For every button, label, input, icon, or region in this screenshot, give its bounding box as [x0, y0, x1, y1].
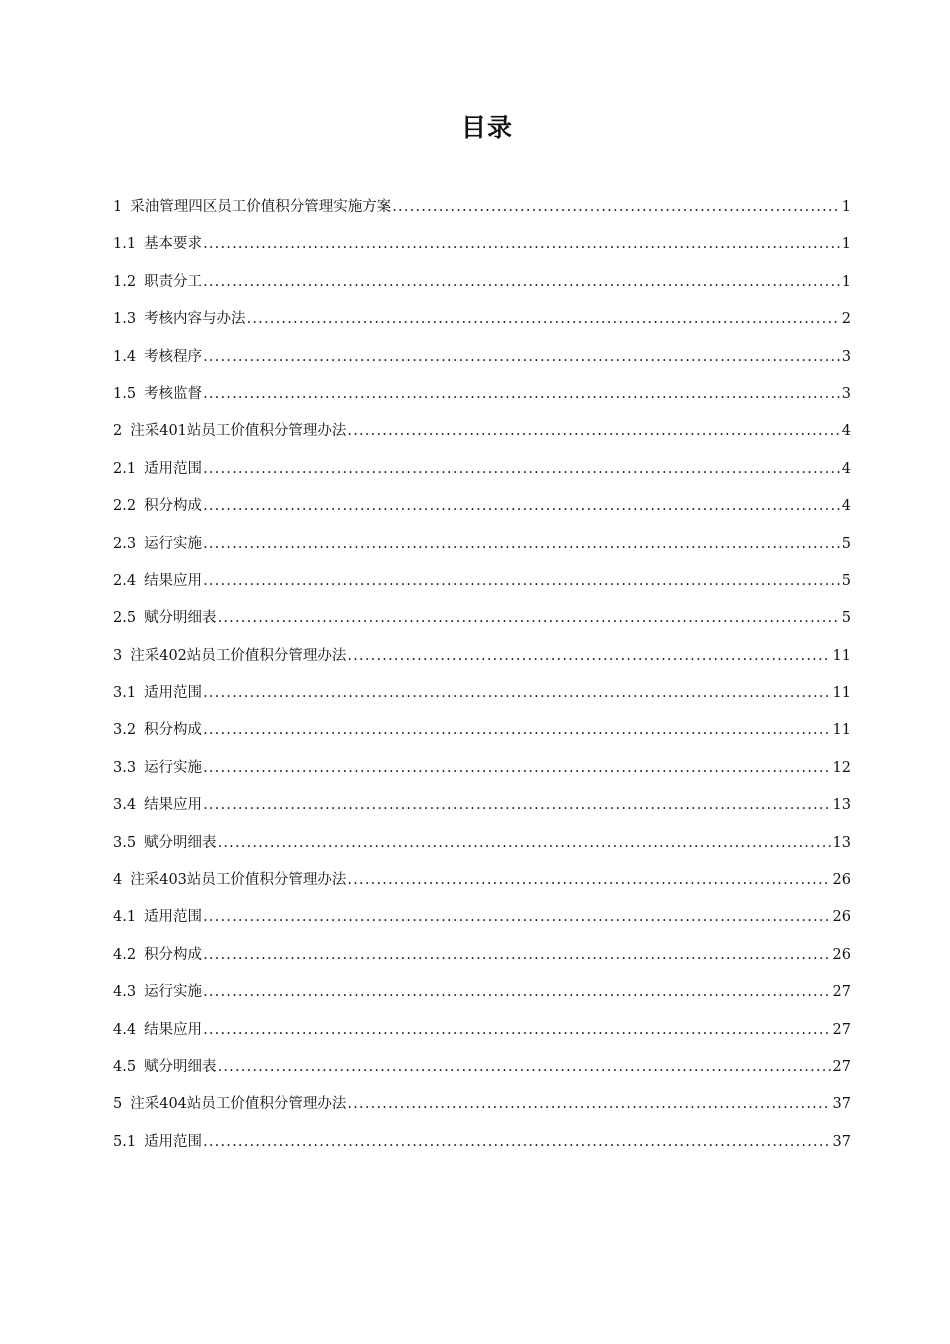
toc-entry-title: 运行实施	[144, 984, 203, 1001]
toc-entry-title: 适用范围	[144, 1133, 203, 1150]
toc-entry-2[interactable]	[113, 413, 851, 450]
toc-entry-title: 考核内容与办法	[144, 311, 246, 328]
toc-entry-page-number: 5	[841, 535, 851, 552]
toc-entry-2-1[interactable]	[113, 451, 851, 488]
toc-entry-4-1[interactable]	[113, 899, 851, 936]
toc-entry-number: 1.2	[113, 273, 137, 290]
toc-entry-number: 3.2	[113, 722, 137, 739]
toc-entry-title: 注采403站员工价值积分管理办法	[130, 872, 347, 889]
toc-dot-leader	[218, 1049, 831, 1086]
toc-entry-page-number: 2	[841, 311, 851, 328]
toc-entry-2-3[interactable]	[113, 526, 851, 563]
toc-entry-page-number: 3	[841, 348, 851, 365]
toc-dot-leader	[203, 1124, 830, 1161]
toc-entry-number: 3.4	[113, 797, 137, 814]
toc-entry-title: 结果应用	[144, 797, 203, 814]
toc-dot-leader	[203, 339, 840, 376]
toc-entry-page-number: 4	[841, 460, 851, 477]
toc-dot-leader	[203, 488, 840, 525]
toc-entry-title: 基本要求	[144, 236, 203, 253]
toc-entry-page-number: 26	[832, 909, 851, 926]
toc-entry-number: 4	[113, 872, 123, 889]
toc-entry-1-2[interactable]	[113, 264, 851, 301]
toc-entry-title: 积分构成	[144, 498, 203, 515]
toc-dot-leader	[203, 226, 840, 263]
toc-entry-number: 2.5	[113, 610, 137, 627]
toc-entry-number: 1.1	[113, 236, 137, 253]
toc-dot-leader	[247, 301, 840, 338]
toc-entry-title: 注采401站员工价值积分管理办法	[130, 423, 347, 440]
toc-entry-number: 4.5	[113, 1058, 137, 1075]
toc-entry-number: 3.3	[113, 759, 137, 776]
toc-entry-number: 1.3	[113, 311, 137, 328]
toc-entry-title: 赋分明细表	[144, 1058, 217, 1075]
toc-entry-number: 1.4	[113, 348, 137, 365]
toc-dot-leader	[347, 1086, 830, 1123]
toc-entry-page-number: 37	[832, 1133, 851, 1150]
toc-entry-title: 考核监督	[144, 385, 203, 402]
toc-entry-1-4[interactable]	[113, 339, 851, 376]
toc-entry-title: 赋分明细表	[144, 834, 217, 851]
toc-entry-3-3[interactable]	[113, 750, 851, 787]
toc-entry-page-number: 4	[841, 423, 851, 440]
toc-entry-page-number: 37	[832, 1096, 851, 1113]
toc-entry-number: 4.3	[113, 984, 137, 1001]
toc-dot-leader	[203, 451, 840, 488]
toc-list	[113, 189, 851, 1161]
toc-entry-number: 2.1	[113, 460, 137, 477]
toc-dot-leader	[347, 862, 830, 899]
toc-entry-title: 职责分工	[144, 273, 203, 290]
toc-entry-1-1[interactable]	[113, 226, 851, 263]
toc-dot-leader	[203, 563, 840, 600]
toc-entry-title: 适用范围	[144, 460, 203, 477]
toc-entry-page-number: 13	[832, 797, 851, 814]
toc-entry-number: 2	[113, 423, 123, 440]
toc-entry-number: 5	[113, 1096, 123, 1113]
toc-entry-number: 3.1	[113, 685, 137, 702]
toc-entry-number: 4.4	[113, 1021, 137, 1038]
toc-dot-leader	[347, 638, 830, 675]
toc-dot-leader	[392, 189, 840, 226]
toc-entry-title: 积分构成	[144, 946, 203, 963]
toc-entry-page-number: 13	[832, 834, 851, 851]
toc-entry-page-number: 26	[832, 946, 851, 963]
toc-entry-3-5[interactable]	[113, 825, 851, 862]
toc-entry-page-number: 1	[841, 273, 851, 290]
toc-entry-1-3[interactable]	[113, 301, 851, 338]
toc-entry-title: 考核程序	[144, 348, 203, 365]
toc-entry-page-number: 1	[841, 236, 851, 253]
toc-entry-page-number: 5	[841, 572, 851, 589]
toc-entry-1[interactable]	[113, 189, 851, 226]
toc-dot-leader	[203, 712, 830, 749]
toc-entry-title: 适用范围	[144, 909, 203, 926]
toc-entry-title: 结果应用	[144, 572, 203, 589]
toc-entry-number: 4.1	[113, 909, 137, 926]
toc-entry-2-5[interactable]	[113, 600, 851, 637]
toc-entry-4-3[interactable]	[113, 974, 851, 1011]
toc-entry-page-number: 11	[832, 722, 851, 739]
toc-entry-number: 3	[113, 647, 123, 664]
toc-entry-page-number: 12	[832, 759, 851, 776]
toc-entry-title: 注采404站员工价值积分管理办法	[130, 1096, 347, 1113]
toc-entry-page-number: 27	[832, 1058, 851, 1075]
toc-entry-4[interactable]	[113, 862, 851, 899]
toc-entry-page-number: 11	[832, 685, 851, 702]
toc-entry-3-1[interactable]	[113, 675, 851, 712]
toc-entry-title: 赋分明细表	[144, 610, 217, 627]
toc-dot-leader	[203, 899, 830, 936]
toc-entry-4-2[interactable]	[113, 937, 851, 974]
toc-entry-number: 2.3	[113, 535, 137, 552]
toc-entry-title: 注采402站员工价值积分管理办法	[130, 647, 347, 664]
toc-entry-title: 适用范围	[144, 685, 203, 702]
toc-dot-leader	[218, 825, 831, 862]
toc-entry-title: 积分构成	[144, 722, 203, 739]
toc-entry-number: 1.5	[113, 385, 137, 402]
toc-entry-title: 采油管理四区员工价值积分管理实施方案	[130, 199, 392, 215]
toc-entry-4-5[interactable]	[113, 1049, 851, 1086]
toc-entry-page-number: 27	[832, 1021, 851, 1038]
toc-entry-title: 运行实施	[144, 535, 203, 552]
toc-entry-2-4[interactable]	[113, 563, 851, 600]
toc-entry-page-number: 11	[832, 647, 851, 664]
toc-dot-leader	[203, 675, 830, 712]
toc-entry-number: 5.1	[113, 1133, 137, 1150]
toc-dot-leader	[203, 787, 830, 824]
toc-entry-title: 结果应用	[144, 1021, 203, 1038]
toc-entry-5[interactable]	[113, 1086, 851, 1123]
toc-dot-leader	[203, 264, 840, 301]
toc-entry-1-5[interactable]	[113, 376, 851, 413]
toc-entry-title: 运行实施	[144, 759, 203, 776]
toc-entry-page-number: 4	[841, 498, 851, 515]
toc-entry-3[interactable]	[113, 638, 851, 675]
toc-dot-leader	[203, 750, 830, 787]
toc-dot-leader	[203, 1012, 830, 1049]
toc-entry-number: 3.5	[113, 834, 137, 851]
toc-dot-leader	[203, 974, 830, 1011]
toc-dot-leader	[203, 937, 830, 974]
toc-entry-page-number: 27	[832, 984, 851, 1001]
toc-entry-3-2[interactable]	[113, 712, 851, 749]
toc-dot-leader	[203, 526, 840, 563]
toc-entry-5-1[interactable]	[113, 1124, 851, 1161]
toc-dot-leader	[347, 413, 839, 450]
toc-dot-leader	[218, 600, 840, 637]
page-title: 目录	[460, 113, 513, 142]
toc-entry-3-4[interactable]	[113, 787, 851, 824]
toc-entry-number: 2.2	[113, 498, 137, 515]
toc-entry-page-number: 3	[841, 385, 851, 402]
toc-entry-page-number: 26	[832, 872, 851, 889]
toc-entry-number: 1	[113, 199, 123, 215]
toc-entry-page-number: 1	[841, 199, 851, 215]
toc-entry-number: 4.2	[113, 946, 137, 963]
toc-entry-2-2[interactable]	[113, 488, 851, 525]
toc-entry-page-number: 5	[841, 610, 851, 627]
toc-entry-4-4[interactable]	[113, 1012, 851, 1049]
toc-dot-leader	[203, 376, 840, 413]
toc-entry-number: 2.4	[113, 572, 137, 589]
